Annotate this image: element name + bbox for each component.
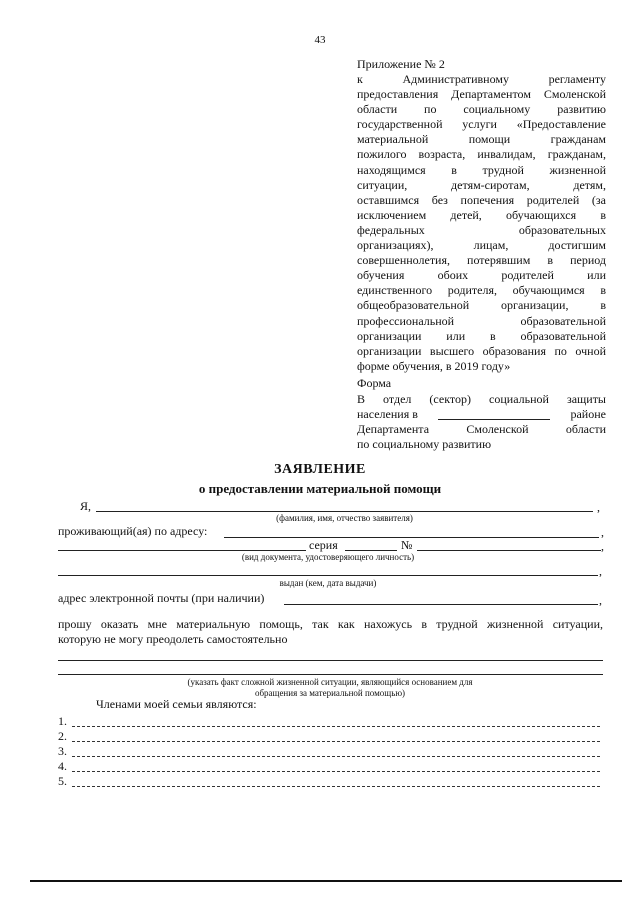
- family-row-number: 1.: [58, 714, 67, 728]
- district-field[interactable]: [438, 419, 550, 420]
- comma: ,: [599, 564, 602, 578]
- family-row-number: 5.: [58, 774, 67, 788]
- email-label: адрес электронной почты (при наличии): [58, 591, 265, 605]
- number-field[interactable]: [417, 550, 601, 551]
- addressee-prefix: населения в: [357, 407, 418, 422]
- request-text-line: которую не могу преодолеть самостоятельно: [58, 632, 288, 646]
- addressee-line: Департамента Смоленской области: [357, 422, 606, 437]
- i-label: Я,: [80, 499, 92, 513]
- issued-hint: выдан (кем, дата выдачи): [279, 578, 377, 588]
- appendix-line: материальной помощи гражданам: [357, 132, 606, 147]
- address-label: проживающий(ая) по адресу:: [58, 524, 208, 538]
- appendix-line: предоставления Департаментом Смоленской: [357, 87, 606, 102]
- situation-hint-line: обращения за материальной помощью): [254, 688, 406, 698]
- appendix-line: организации высшего образования по очной: [357, 343, 606, 358]
- series-label: серия: [309, 538, 338, 552]
- family-member-field[interactable]: [72, 771, 600, 772]
- appendix-line: профессиональной образовательной: [357, 313, 606, 328]
- appendix-line: исключением детей, обучающихся в: [357, 207, 606, 222]
- id-document-hint: (вид документа, удостоверяющего личность): [241, 552, 415, 562]
- family-row-number: 3.: [58, 744, 67, 758]
- appendix-line: к Административному регламенту: [357, 72, 606, 86]
- appendix-line: обучения обоих родителей или: [357, 268, 606, 283]
- appendix-line: федеральных образовательных: [357, 222, 606, 237]
- appendix-line: форме обучения, в 2019 году»: [357, 358, 511, 373]
- addressee-suffix: районе: [570, 407, 606, 422]
- appendix-line: организации или в образовательной: [357, 328, 606, 343]
- addressee-district-row: [357, 407, 606, 422]
- name-hint: (фамилия, имя, отчество заявителя): [276, 513, 413, 523]
- comma: ,: [597, 500, 600, 514]
- request-text-line: прошу оказать мне материальную помощь, так как нахожусь в трудной жизненной ситуации,: [58, 617, 603, 631]
- situation-field[interactable]: [58, 660, 603, 661]
- number-label: №: [401, 538, 413, 552]
- appendix-title: Приложение № 2: [357, 57, 445, 71]
- appendix-line: оставшимся без попечения родителей (за: [357, 192, 606, 207]
- appendix-text: [357, 72, 606, 374]
- appendix-line: пожилого возраста, инвалидам, гражданам,: [357, 147, 606, 162]
- family-row-number: 2.: [58, 729, 67, 743]
- document-title: ЗАЯВЛЕНИЕ: [274, 462, 366, 477]
- comma: ,: [601, 539, 604, 553]
- family-label: Членами моей семьи являются:: [96, 697, 257, 711]
- appendix-line: находящимся в трудной жизненной: [357, 162, 606, 177]
- page-number: 43: [314, 34, 326, 46]
- series-field[interactable]: [345, 550, 397, 551]
- addressee-block: [357, 392, 606, 452]
- family-member-field[interactable]: [72, 726, 600, 727]
- appendix-line: совершеннолетия, потерявшим в период: [357, 253, 606, 268]
- situation-hint-line: (указать факт сложной жизненной ситуации, являющийся основанием для: [187, 677, 473, 687]
- comma: ,: [599, 593, 602, 607]
- appendix-line: государственной услуги «Предоставление: [357, 117, 606, 132]
- document-type-field[interactable]: [58, 550, 306, 551]
- issued-by-field[interactable]: [58, 575, 598, 576]
- addressee-line: В отдел (сектор) социальной защиты: [357, 392, 606, 406]
- situation-field[interactable]: [58, 674, 603, 675]
- appendix-line: единственного родителя, обучающимся в: [357, 283, 606, 298]
- family-member-field[interactable]: [72, 741, 600, 742]
- family-member-field[interactable]: [72, 756, 600, 757]
- appendix-line: общеобразовательной организации, в: [357, 298, 606, 313]
- family-row-number: 4.: [58, 759, 67, 773]
- appendix-line: организациях), лицам, достигшим: [357, 238, 606, 253]
- bottom-rule: [30, 880, 622, 882]
- email-field[interactable]: [284, 604, 598, 605]
- document-subtitle: о предоставлении материальной помощи: [198, 481, 442, 496]
- addressee-line: по социальному развитию: [357, 437, 492, 452]
- comma: ,: [601, 525, 604, 539]
- applicant-name-field[interactable]: [96, 511, 593, 512]
- appendix-line: области по социальному развитию: [357, 102, 606, 117]
- family-member-field[interactable]: [72, 786, 600, 787]
- appendix-line: ситуации, детям-сиротам, детям,: [357, 177, 606, 192]
- form-label: Форма: [357, 376, 392, 390]
- request-text: [58, 617, 603, 647]
- situation-hint: [100, 677, 560, 699]
